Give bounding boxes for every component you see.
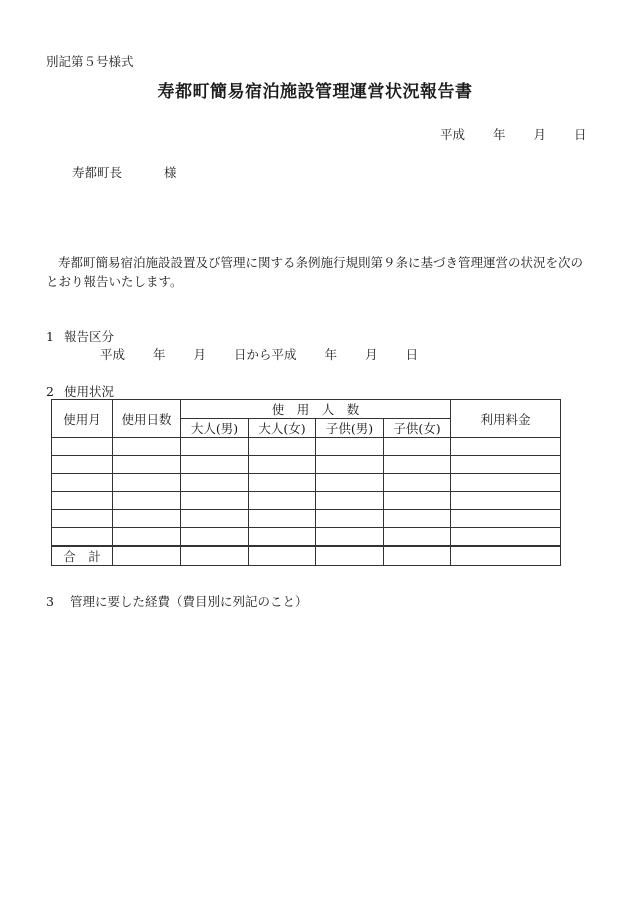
section-3-number: 3: [46, 594, 54, 609]
table-cell: [316, 438, 384, 456]
table-cell: [451, 456, 561, 474]
period-month-unit: 月: [193, 347, 207, 362]
header-usage-month: 使用月: [52, 400, 113, 438]
date-year-unit: 年: [493, 127, 506, 142]
table-cell: [316, 474, 384, 492]
addressee-honorific: 様: [164, 165, 177, 180]
table-cell: [249, 474, 316, 492]
table-cell: [52, 492, 113, 510]
table-cell: [249, 528, 316, 546]
table-cell: [113, 492, 181, 510]
date-era: 平成: [440, 127, 466, 142]
table-cell: [181, 438, 249, 456]
table-cell: [384, 438, 451, 456]
body-text: 寿都町簡易宿泊施設設置及び管理に関する条例施行規則第９条に基づき管理運営の状況を次のとおり報告いたします。: [46, 255, 584, 289]
table-cell: [249, 438, 316, 456]
table-cell: [181, 474, 249, 492]
header-user-count: 使 用 人 数: [181, 400, 451, 419]
table-row: [52, 456, 561, 474]
section-1-heading: [46, 327, 114, 345]
section-2-title: 使用状況: [64, 384, 115, 399]
table-cell: [181, 492, 249, 510]
table-cell: [249, 510, 316, 528]
date-month-unit: 月: [533, 127, 547, 142]
report-period: [100, 345, 418, 363]
date-day-unit: 日: [574, 127, 587, 142]
table-cell: [249, 546, 316, 566]
table-cell: [52, 510, 113, 528]
period-year-unit-2: 年: [324, 347, 338, 362]
table-cell: [113, 474, 181, 492]
addressee-name: 寿都町長: [72, 165, 123, 180]
table-row: [52, 492, 561, 510]
section-2-number: 2: [46, 384, 54, 399]
addressee: [72, 163, 177, 181]
table-cell: [316, 546, 384, 566]
section-3-heading: [46, 592, 308, 610]
header-child-female: 子供(女): [384, 419, 451, 438]
table-cell: [181, 456, 249, 474]
table-cell: [384, 456, 451, 474]
table-cell: [316, 456, 384, 474]
table-cell: [384, 492, 451, 510]
table-cell: [113, 438, 181, 456]
table-cell: [113, 546, 181, 566]
table-cell: [451, 510, 561, 528]
table-cell: [316, 510, 384, 528]
table-cell: [52, 528, 113, 546]
period-month-unit-2: 月: [365, 347, 378, 362]
table-row: [52, 474, 561, 492]
table-cell: [52, 474, 113, 492]
form-number: 別記第５号様式: [46, 54, 134, 69]
table-row: [52, 438, 561, 456]
table-cell: [181, 546, 249, 566]
table-cell: [113, 510, 181, 528]
table-row: [52, 510, 561, 528]
table-cell: [451, 546, 561, 566]
period-from-label: 日から平成: [234, 347, 297, 362]
document-title: 寿都町簡易宿泊施設管理運営状況報告書: [157, 82, 473, 102]
header-usage-days: 使用日数: [113, 400, 181, 438]
total-row: [52, 546, 561, 566]
header-usage-fee: 利用料金: [451, 400, 561, 438]
table-cell: [113, 456, 181, 474]
table-row: [52, 528, 561, 546]
table-cell: [384, 510, 451, 528]
table-cell: [113, 528, 181, 546]
header-child-male: 子供(男): [316, 419, 384, 438]
report-date: [440, 125, 587, 143]
table-cell: [52, 456, 113, 474]
usage-table: [51, 399, 561, 566]
period-year-unit: 年: [153, 347, 166, 362]
table-cell: [316, 528, 384, 546]
table-cell: [52, 438, 113, 456]
table-cell: [384, 474, 451, 492]
table-cell: [181, 510, 249, 528]
section-2-heading: [46, 382, 114, 400]
total-label: 合 計: [52, 546, 113, 566]
table-cell: [249, 492, 316, 510]
period-era: 平成: [100, 347, 126, 362]
header-adult-male: 大人(男): [181, 419, 249, 438]
table-cell: [384, 528, 451, 546]
table-cell: [451, 438, 561, 456]
header-adult-female: 大人(女): [249, 419, 316, 438]
table-cell: [451, 474, 561, 492]
table-cell: [384, 546, 451, 566]
table-cell: [249, 456, 316, 474]
section-1-title: 報告区分: [64, 329, 115, 344]
table-cell: [181, 528, 249, 546]
period-day-unit-2: 日: [405, 347, 419, 362]
section-1-number: 1: [46, 329, 54, 344]
table-cell: [316, 492, 384, 510]
table-cell: [451, 528, 561, 546]
section-3-title: 管理に要した経費（費目別に列記のこと）: [70, 594, 308, 609]
table-cell: [451, 492, 561, 510]
